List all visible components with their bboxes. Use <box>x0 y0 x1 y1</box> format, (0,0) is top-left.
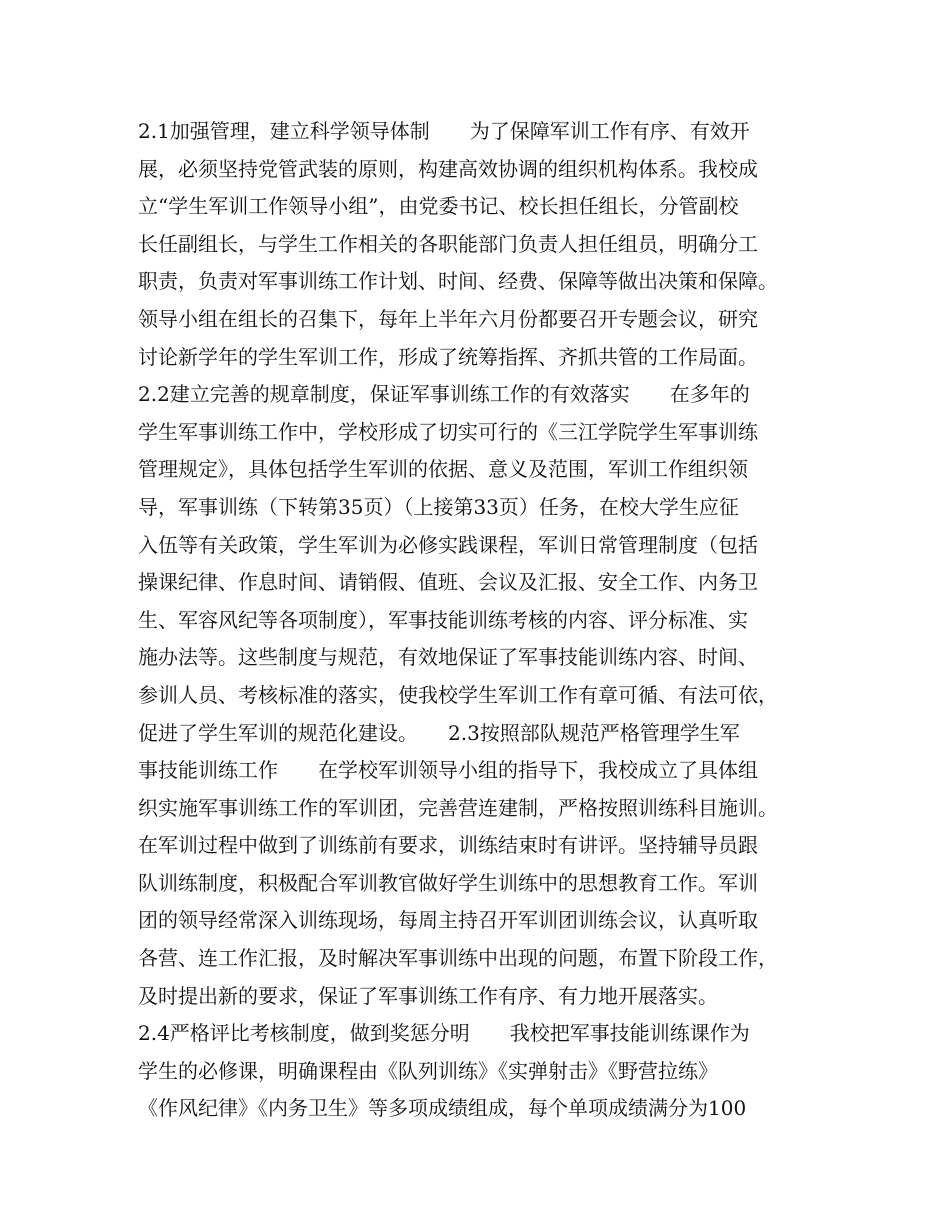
text-line: 学生的必修课，明确课程由《队列训练》《实弹射击》《野营拉练》 <box>138 1058 718 1083</box>
text-line: 在军训过程中做到了训练前有要求，训练结束时有讲评。坚持辅导员跟 <box>138 833 758 858</box>
text-line: 2.4严格评比考核制度，做到奖惩分明 我校把军事技能训练课作为 <box>138 1021 750 1046</box>
text-line: 队训练制度，积极配合军训教官做好学生训练中的思想教育工作。军训 <box>138 870 758 895</box>
text-line: 促进了学生军训的规范化建设。 2.3按照部队规范严格管理学生军 <box>138 720 740 745</box>
text-line: 导，军事训练（下转第35页）（上接第33页）任务，在校大学生应征 <box>138 494 739 519</box>
body-text <box>138 113 838 1128</box>
text-line: 团的领导经常深入训练现场，每周主持召开军训团训练会议，认真听取 <box>138 908 758 933</box>
text-line: 及时提出新的要求，保证了军事训练工作有序、有力地开展落实。 <box>138 983 718 1008</box>
text-line: 生、军容风纪等各项制度），军事技能训练考核的内容、评分标准、实 <box>138 607 748 632</box>
text-line: 《作风纪律》《内务卫生》等多项成绩组成，每个单项成绩满分为100 <box>138 1096 747 1121</box>
text-line: 各营、连工作汇报，及时解决军事训练中出现的问题，布置下阶段工作， <box>138 946 778 971</box>
text-line: 2.2建立完善的规章制度，保证军事训练工作的有效落实 在多年的 <box>138 382 750 407</box>
text-line: 立“学生军训工作领导小组”，由党委书记、校长担任组长，分管副校 <box>138 194 739 219</box>
text-line: 管理规定》，具体包括学生军训的依据、意义及范围，军训工作组织领 <box>138 457 748 482</box>
text-line: 长任副组长，与学生工作相关的各职能部门负责人担任组员，明确分工 <box>138 231 758 256</box>
text-line: 领导小组在组长的召集下，每年上半年六月份都要召开专题会议，研究 <box>138 306 758 331</box>
text-line: 操课纪律、作息时间、请销假、值班、会议及汇报、安全工作、内务卫 <box>138 570 758 595</box>
text-line: 职责，负责对军事训练工作计划、时间、经费、保障等做出决策和保障。 <box>138 269 778 294</box>
text-line: 讨论新学年的学生军训工作，形成了统筹指挥、齐抓共管的工作局面。 <box>138 344 758 369</box>
text-line: 学生军事训练工作中，学校形成了切实可行的《三江学院学生军事训练 <box>138 419 758 444</box>
text-line: 织实施军事训练工作的军训团，完善营连建制，严格按照训练科目施训。 <box>138 795 778 820</box>
text-line: 2.1加强管理，建立科学领导体制 为了保障军训工作有序、有效开 <box>138 119 750 143</box>
text-line: 入伍等有关政策，学生军训为必修实践课程，军训日常管理制度（包括 <box>138 532 758 557</box>
text-line: 参训人员、考核标准的落实，使我校学生军训工作有章可循、有法可依， <box>138 682 778 707</box>
text-line: 展，必须坚持党管武装的原则，构建高效协调的组织机构体系。我校成 <box>138 156 758 181</box>
text-line: 事技能训练工作 在学校军训领导小组的指导下，我校成立了具体组 <box>138 758 758 783</box>
text-line: 施办法等。这些制度与规范，有效地保证了军事技能训练内容、时间、 <box>138 645 758 670</box>
